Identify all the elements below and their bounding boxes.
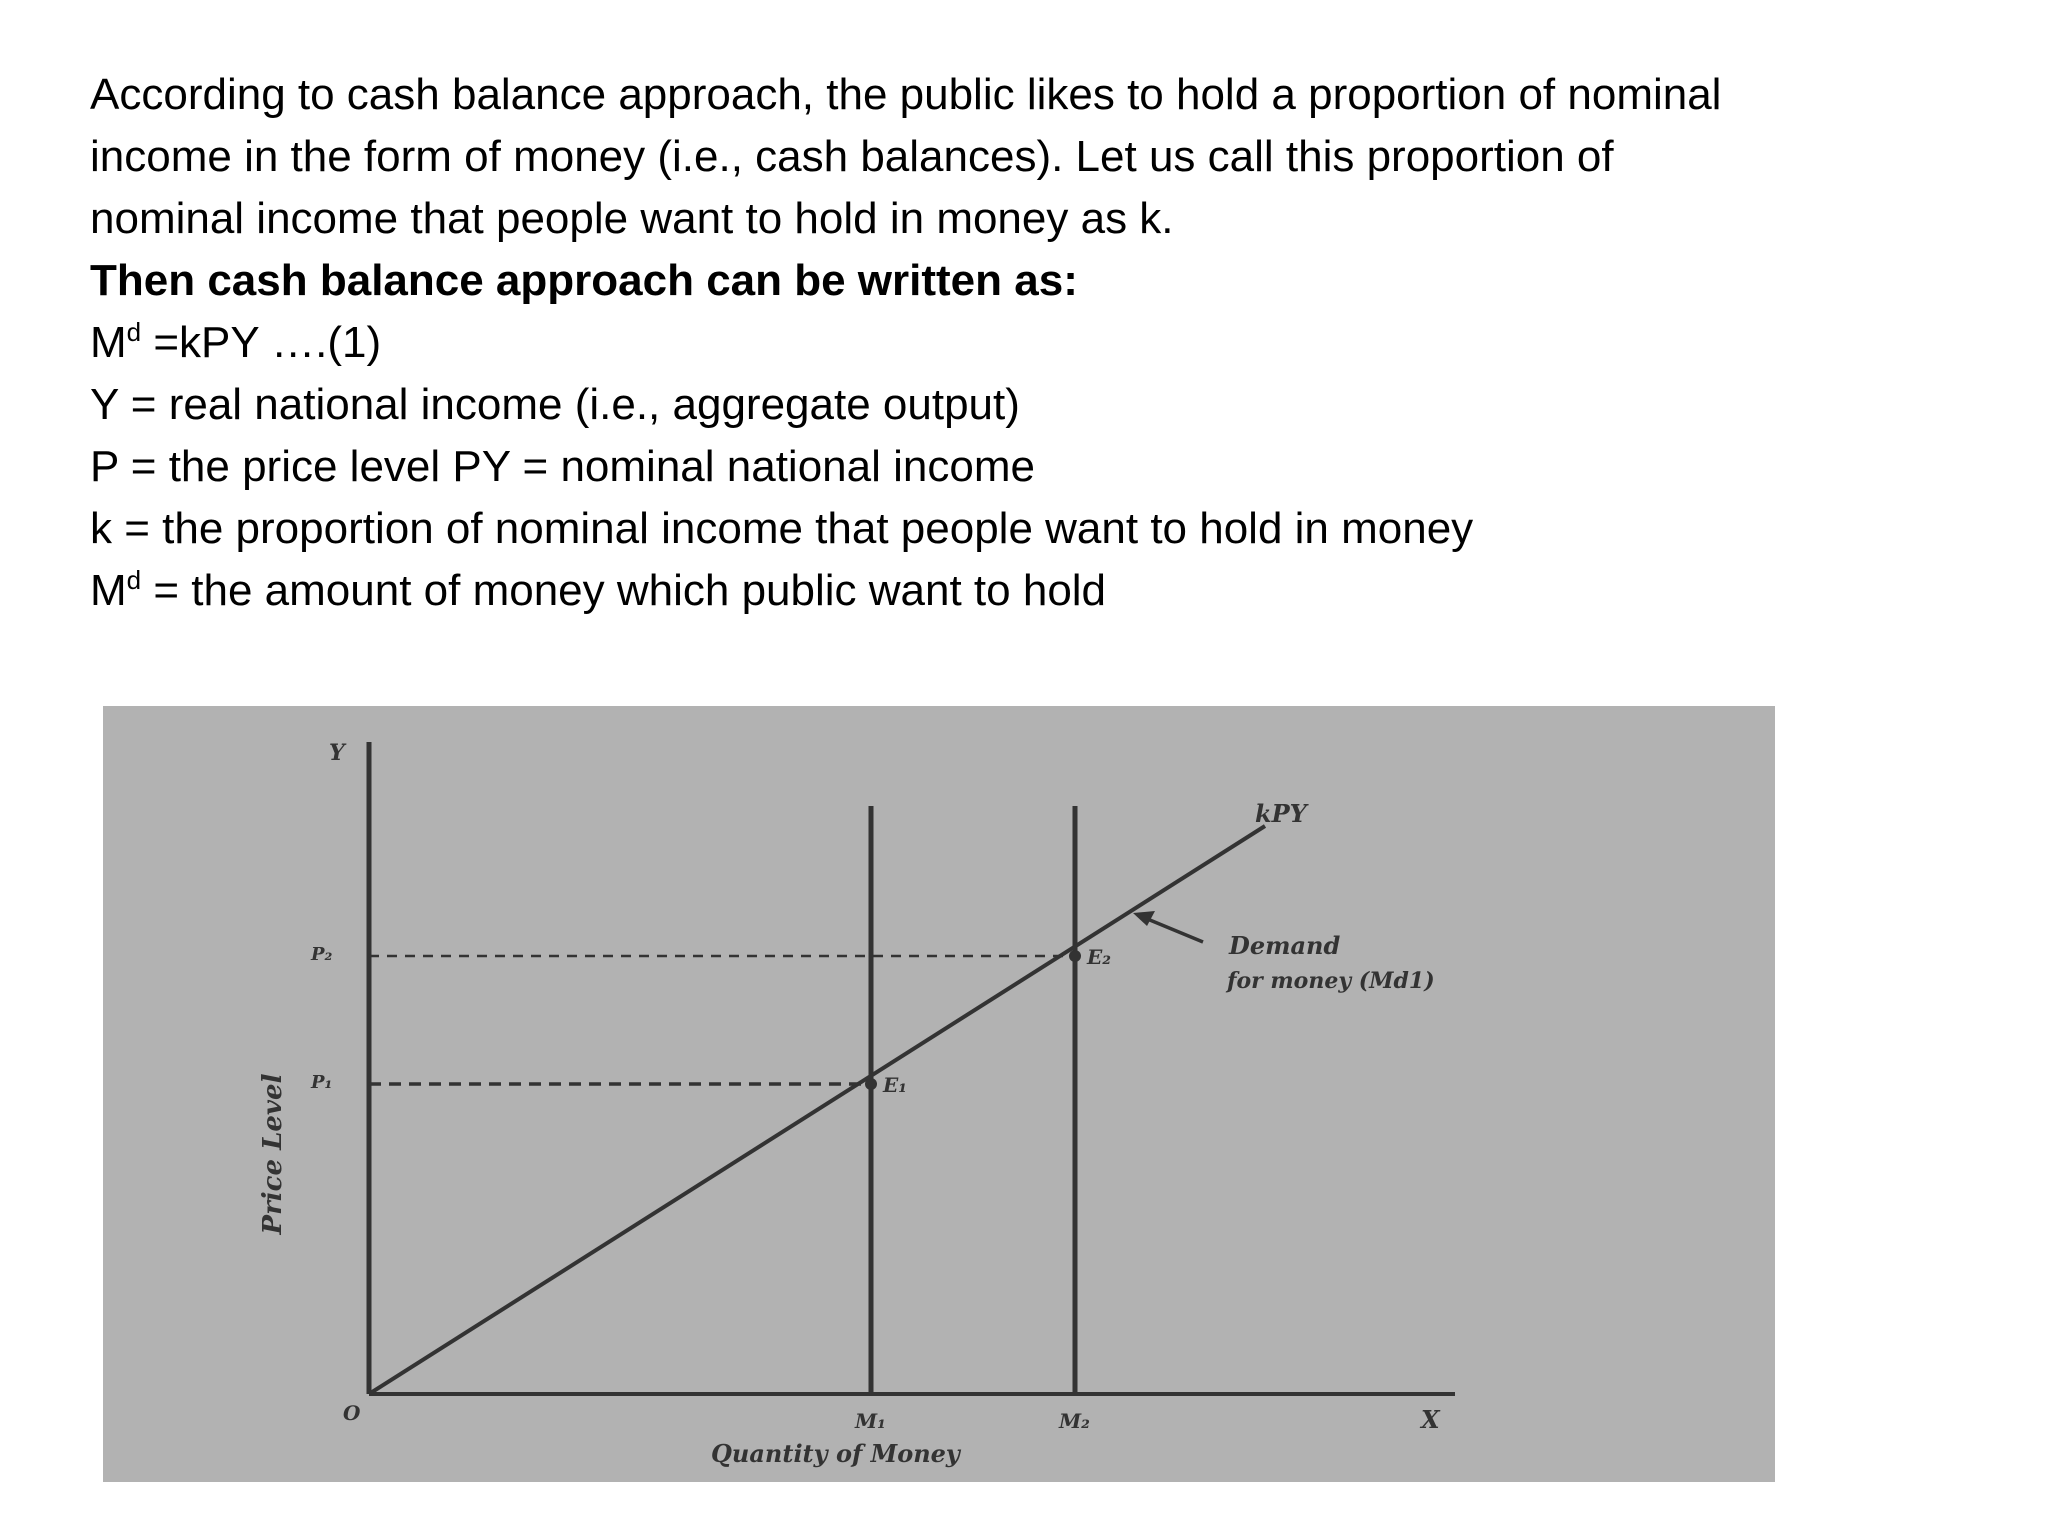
equation-superscript: d <box>126 317 142 347</box>
y-axis-title: Price Level <box>258 1073 288 1235</box>
definition-line: Y = real national income (i.e., aggregate output) <box>90 380 1020 429</box>
equation <box>90 312 1990 374</box>
demand-arrow-shaft <box>1145 918 1203 942</box>
kpy-label: kPY <box>1255 799 1307 828</box>
diagram-svg <box>103 706 1775 1482</box>
x-axis-label: X <box>1421 1405 1440 1434</box>
section-heading: Then cash balance approach can be written as: <box>90 256 1078 305</box>
point-e2 <box>1069 950 1081 962</box>
definition-line: k = the proportion of nominal income that people want to hold in money <box>90 504 1474 553</box>
origin-label: O <box>343 1401 361 1425</box>
e2-label: E₂ <box>1087 945 1112 969</box>
definition-lhs: M <box>90 566 127 615</box>
m2-label: M₂ <box>1059 1409 1090 1433</box>
paragraph-line: nominal income that people want to hold in money as k. <box>90 194 1174 243</box>
paragraph-line: income in the form of money (i.e., cash balances). Let us call this proportion of <box>90 132 1614 181</box>
m1-label: M₁ <box>855 1409 886 1433</box>
p1-label: P₁ <box>311 1072 333 1093</box>
money-demand-diagram <box>103 706 1775 1482</box>
definition-rhs: = the amount of money which public want to hold <box>141 566 1107 615</box>
definition-superscript: d <box>126 565 142 595</box>
e1-label: E₁ <box>883 1073 908 1097</box>
demand-arrow-head <box>1133 911 1155 926</box>
definition-line: P = the price level PY = nominal national income <box>90 442 1035 491</box>
slide-text <box>90 64 1990 622</box>
paragraph-line: According to cash balance approach, the public likes to hold a proportion of nominal <box>90 70 1722 119</box>
definition-line-md <box>90 560 1990 622</box>
equation-rhs: =kPY ….(1) <box>141 318 382 367</box>
equation-lhs: M <box>90 318 127 367</box>
demand-label-line1: Demand <box>1229 931 1341 960</box>
kpy-line <box>369 826 1265 1394</box>
p2-label: P₂ <box>311 944 333 965</box>
y-axis-label: Y <box>329 740 345 766</box>
x-axis-title: Quantity of Money <box>711 1439 960 1468</box>
demand-label-line2: for money (Md1) <box>1227 968 1435 994</box>
point-e1 <box>865 1078 877 1090</box>
